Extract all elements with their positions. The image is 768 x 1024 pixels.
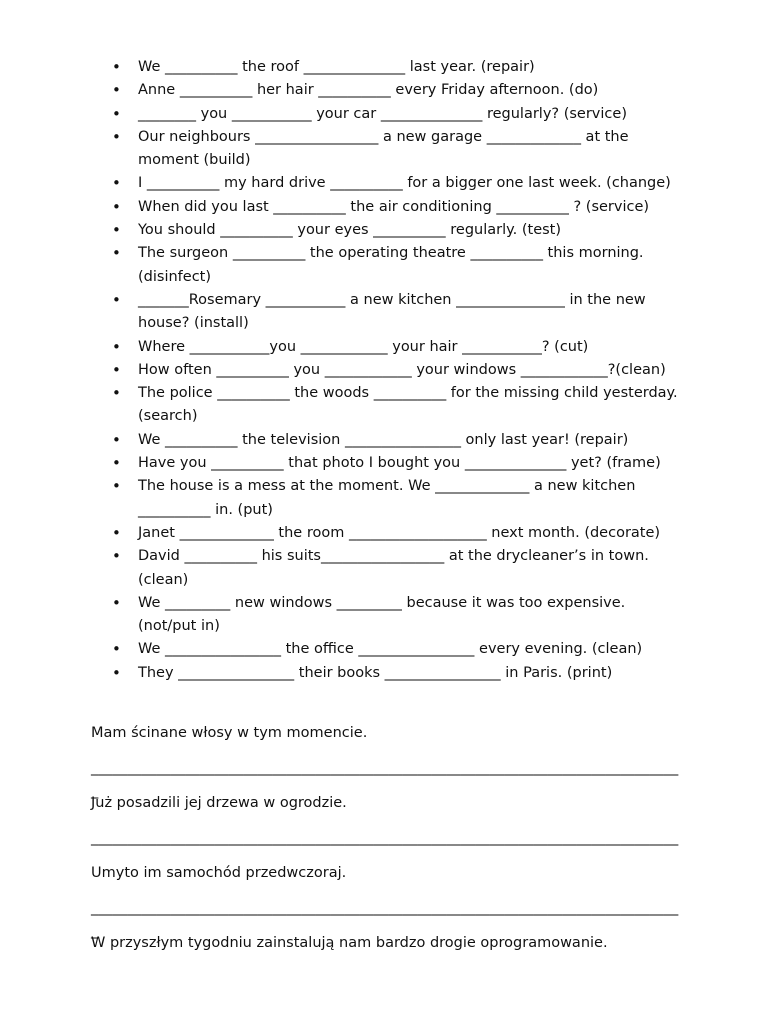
exercise-item: • Have you __________ that photo I bought you ______________ yet? (frame) [138, 452, 683, 475]
exercise-item: • I __________ my hard drive __________ for a bigger one last week. (change) [138, 172, 683, 195]
answer-line: __________________________________________________________________________________ [91, 900, 679, 939]
exercise-item: • How often __________ you ____________ your windows ____________?(clean) [138, 359, 683, 382]
answer-line: _________________________________________________________________________________ [91, 830, 679, 846]
exercise-item: • The surgeon __________ the operating theatre __________ this morning. (disinfect) [138, 242, 683, 289]
exercise-item: • Where ___________you ____________ your hair ___________? (cut) [138, 336, 683, 359]
exercise-item: • When did you last __________ the air conditioning __________ ? (service) [138, 196, 683, 219]
exercise-item: • Anne __________ her hair __________ every Friday afternoon. (do) [138, 79, 683, 102]
translation-section [91, 722, 681, 955]
exercise-item: • We __________ the roof ______________ last year. (repair) [138, 56, 683, 79]
exercise-item: • David __________ his suits_________________ at the drycleaner’s in town. (clean) [138, 545, 683, 592]
translation-sentence: Mam ścinane włosy w tym momencie. [91, 725, 368, 741]
exercise-item: • ________ you ___________ your car ______________ regularly? (service) [138, 103, 683, 126]
exercise-item: • We _________ new windows _________ because it was too expensive. (not/put in) [138, 592, 683, 639]
exercise-item: • Janet _____________ the room ___________________ next month. (decorate) [138, 522, 683, 545]
exercise-item: • They ________________ their books ________________ in Paris. (print) [138, 662, 683, 685]
exercise-item: • We __________ the television ________________ only last year! (repair) [138, 429, 683, 452]
exercise-item: • Our neighbours _________________ a new garage _____________ at the moment (build) [138, 126, 683, 173]
exercise-item: • _______Rosemary ___________ a new kitchen _______________ in the new house? (install) [138, 289, 683, 336]
translation-sentence: W przyszłym tygodniu zainstalują nam bardzo drogie oprogramowanie. [91, 935, 608, 951]
exercise-item: • You should __________ your eyes __________ regularly. (test) [138, 219, 683, 242]
exercise-item: • The house is a mess at the moment. We _____________ a new kitchen __________ in. (put) [138, 475, 683, 522]
translation-sentence: Już posadzili jej drzewa w ogrodzie. [91, 795, 347, 811]
exercise-item: • The police __________ the woods __________ for the missing child yesterday. (search) [138, 382, 683, 429]
translation-sentence: Umyto im samochód przedwczoraj. [91, 865, 347, 881]
exercise-list [138, 56, 683, 685]
exercise-item: • We ________________ the office ________________ every evening. (clean) [138, 638, 683, 661]
answer-line: __________________________________________________________________________________ [91, 760, 679, 799]
